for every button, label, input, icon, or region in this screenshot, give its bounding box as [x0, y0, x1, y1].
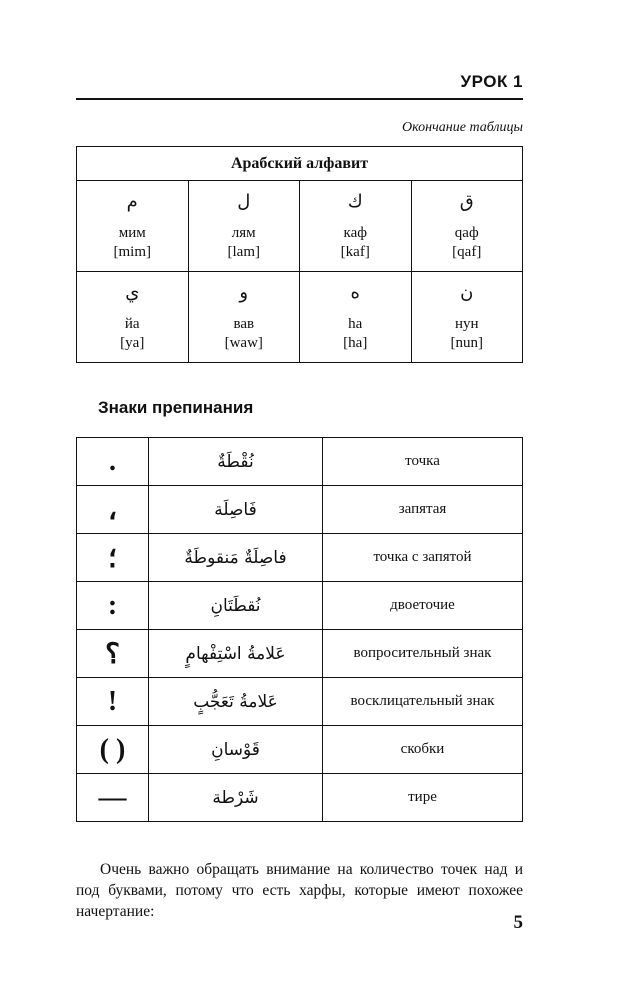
punctuation-symbol: —: [77, 774, 149, 822]
arabic-letter: م: [126, 191, 138, 212]
letter-name: мим: [118, 225, 146, 241]
arabic-term: عَلامةُ تَعَجُّبٍ: [149, 678, 323, 726]
letter-cell: [77, 181, 189, 272]
punctuation-symbol: ؟: [77, 630, 149, 678]
russian-term: вопросительный знак: [323, 630, 523, 678]
arabic-letter: ك: [347, 191, 363, 212]
letter-transliteration: [ya]: [120, 335, 145, 351]
table-row: [77, 678, 523, 726]
table-continuation-note: Окончание таблицы: [402, 120, 523, 135]
letter-cell: [300, 181, 412, 272]
section-heading-punctuation: Знаки препинания: [98, 398, 254, 417]
letter-transliteration: [kaf]: [340, 244, 370, 260]
page-number: 5: [513, 912, 523, 933]
punctuation-symbol: ،: [77, 486, 149, 534]
arabic-alphabet-table: [76, 146, 523, 363]
punctuation-symbol: ؛: [77, 534, 149, 582]
table-row: [77, 534, 523, 582]
arabic-term: نُقطَتَانِ: [149, 582, 323, 630]
alphabet-row: [77, 272, 523, 363]
arabic-letter: و: [239, 282, 249, 303]
punctuation-table: [76, 437, 523, 822]
letter-name: ha: [348, 316, 363, 332]
russian-term: восклицательный знак: [323, 678, 523, 726]
letter-cell: [188, 272, 300, 363]
table-row: [77, 774, 523, 822]
alphabet-table-title: Арабский алфавит: [77, 147, 523, 181]
letter-cell: [300, 272, 412, 363]
letter-name: нун: [454, 316, 479, 332]
arabic-term: فاصِلَةٌ مَنقوطَةٌ: [149, 534, 323, 582]
body-paragraph: Очень важно обращать внимание на количество точек над и под буквами, потому что есть харфы, которые имеют похожее начертание:: [76, 860, 523, 920]
arabic-term: نُقْطَةٌ: [149, 438, 323, 486]
letter-transliteration: [lam]: [227, 244, 260, 260]
letter-cell: [411, 272, 523, 363]
arabic-term: فَاصِلَة: [149, 486, 323, 534]
letter-transliteration: [waw]: [224, 335, 263, 351]
letter-name: лям: [231, 225, 256, 241]
letter-cell: [411, 181, 523, 272]
letter-transliteration: [mim]: [113, 244, 151, 260]
punctuation-symbol: .: [77, 438, 149, 486]
russian-term: запятая: [323, 486, 523, 534]
arabic-letter: ق: [459, 191, 474, 212]
russian-term: точка: [323, 438, 523, 486]
letter-transliteration: [ha]: [343, 335, 368, 351]
table-row: [77, 630, 523, 678]
arabic-term: عَلامةُ اسْتِفْهامٍ: [149, 630, 323, 678]
letter-transliteration: [qaf]: [452, 244, 482, 260]
arabic-letter: ه: [350, 282, 360, 303]
letter-name: йа: [124, 316, 140, 332]
letter-name: qaф: [454, 225, 479, 241]
russian-term: скобки: [323, 726, 523, 774]
letter-cell: [77, 272, 189, 363]
table-row: [77, 486, 523, 534]
table-row: [77, 582, 523, 630]
letter-cell: [188, 181, 300, 272]
page-header: [76, 70, 523, 100]
russian-term: двоеточие: [323, 582, 523, 630]
alphabet-row: [77, 181, 523, 272]
lesson-title: УРОК 1: [460, 72, 523, 91]
arabic-term: قَوْسانِ: [149, 726, 323, 774]
arabic-letter: ل: [237, 191, 251, 212]
arabic-letter: ي: [125, 282, 140, 303]
table-row: [77, 438, 523, 486]
russian-term: тире: [323, 774, 523, 822]
letter-name: вав: [233, 316, 255, 332]
letter-transliteration: [nun]: [450, 335, 483, 351]
punctuation-symbol: :: [77, 582, 149, 630]
table-row: [77, 726, 523, 774]
punctuation-symbol: ( ): [77, 726, 149, 774]
russian-term: точка с запятой: [323, 534, 523, 582]
arabic-term: شَرْطة: [149, 774, 323, 822]
arabic-letter: ن: [460, 282, 474, 303]
punctuation-symbol: !: [77, 678, 149, 726]
letter-name: каф: [343, 225, 367, 241]
